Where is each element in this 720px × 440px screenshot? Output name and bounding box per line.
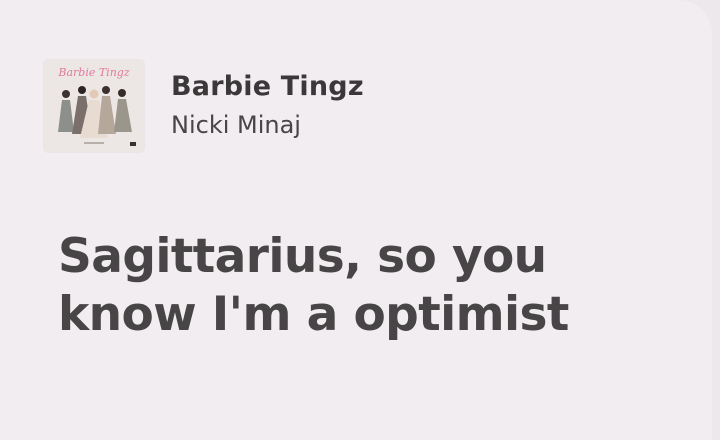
lyrics-text <box>58 228 698 344</box>
lyrics-line: Sagittarius, so you <box>58 229 547 284</box>
lyrics-line: know I'm a optimist <box>58 287 569 342</box>
track-header <box>44 60 364 152</box>
album-art-image <box>44 60 144 152</box>
album-art-script: Barbie Tingz <box>58 66 130 79</box>
track-artist: Nicki Minaj <box>171 111 301 139</box>
track-title: Barbie Tingz <box>171 71 364 102</box>
track-info <box>171 69 364 143</box>
album-art-figures <box>58 86 132 138</box>
album-art <box>44 60 144 152</box>
